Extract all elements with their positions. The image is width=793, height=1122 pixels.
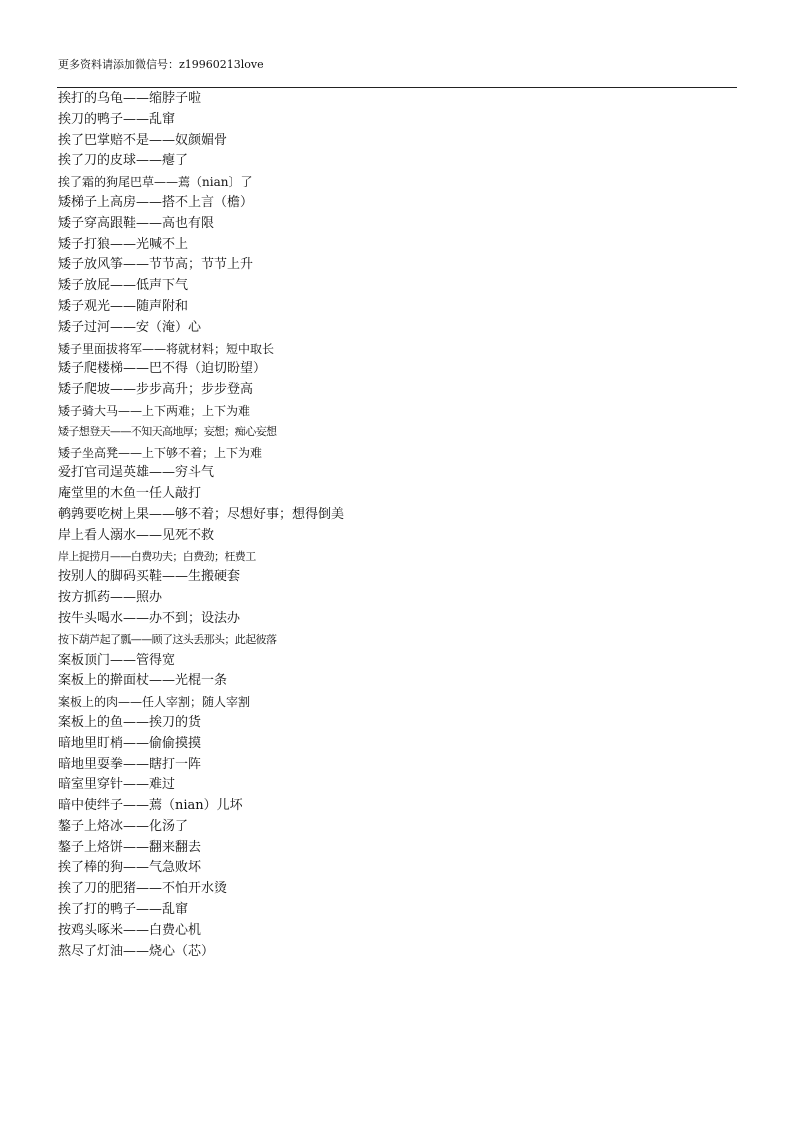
list-item: 爱打官司逞英雄——穷斗气 (58, 465, 215, 481)
list-item: 挨了打的鸭子——乱窜 (58, 902, 189, 918)
list-item: 按下葫芦起了瓢——顾了这头丢那头；此起彼落 (58, 632, 277, 646)
list-item: 暗地里盯梢——偷偷摸摸 (58, 735, 202, 751)
list-item: 鹌鹑要吃树上果——够不着；尽想好事；想得倒美 (58, 506, 345, 522)
list-item: 矮子穿高跟鞋——高也有限 (58, 215, 215, 231)
list-item: 岸上捉捞月——白费功夫；白费劲；枉费工 (58, 549, 256, 563)
list-item: 矮子爬楼梯——巴不得（迫切盼望） (58, 361, 267, 377)
list-item: 熬尽了灯油——烧心（芯） (58, 943, 215, 959)
list-item: 挨了刀的皮球——瘪了 (58, 153, 189, 169)
list-item: 矮子放屁——低声下气 (58, 278, 189, 294)
list-item: 矮梯子上高房——搭不上言（檐） (58, 194, 254, 210)
list-item: 矮子想登天——不知天高地厚；妄想；痴心妄想 (58, 424, 277, 438)
list-item: 暗中使绊子——蔫（nian）儿坏 (58, 798, 243, 814)
list-item: 按牛头喝水——办不到；设法办 (58, 610, 241, 626)
idiom-list (58, 89, 344, 962)
list-item: 按别人的脚码买鞋——生搬硬套 (58, 569, 241, 585)
list-item: 岸上看人溺水——见死不救 (58, 527, 215, 543)
list-item: 矮子放风筝——节节高；节节上升 (58, 257, 254, 273)
page-header-note: 更多资料请添加微信号：z19960213love (58, 58, 264, 71)
list-item: 案板上的鱼——挨刀的货 (58, 714, 202, 730)
list-item: 矮子骑大马——上下两难；上下为难 (58, 403, 251, 418)
list-item: 暗室里穿针——难过 (58, 777, 176, 793)
list-item: 庵堂里的木鱼一任人敲打 (58, 486, 202, 502)
list-item: 矮子坐高凳——上下够不着；上下为难 (58, 445, 263, 460)
list-item: 案板上的肉——任人宰割；随人宰割 (58, 695, 251, 710)
list-item: 挨了巴掌赔不是——奴颜媚骨 (58, 132, 228, 148)
list-item: 矮子打狼——光喊不上 (58, 236, 189, 252)
list-item: 挨了霜的狗尾巴草——蔫（nian〕了 (58, 175, 253, 190)
header-divider (57, 87, 737, 88)
list-item: 挨了刀的肥猪——不怕开水烫 (58, 881, 228, 897)
list-item: 案板上的擀面杖——光棍一条 (58, 673, 228, 689)
list-item: 挨了棒的狗——气急败坏 (58, 860, 202, 876)
list-item: 鏊子上烙冰——化汤了 (58, 818, 189, 834)
list-item: 鏊子上烙饼——翻来翻去 (58, 839, 202, 855)
list-item: 矮子爬坡——步步高升；步步登高 (58, 382, 254, 398)
list-item: 矮子里面拔将军——将就材料；短中取长 (58, 341, 275, 356)
list-item: 按鸡头啄米——白费心机 (58, 922, 202, 938)
list-item: 案板顶门——管得宽 (58, 652, 176, 668)
list-item: 挨打的乌龟——缩脖子啦 (58, 91, 202, 106)
list-item: 按方抓药——照办 (58, 590, 163, 606)
list-item: 暗地里耍拳——瞎打一阵 (58, 756, 202, 772)
list-item: 挨刀的鸭子——乱窜 (58, 111, 176, 127)
list-item: 矮子过河——安（淹）心 (58, 319, 202, 335)
list-item: 矮子观光——随声附和 (58, 298, 189, 314)
